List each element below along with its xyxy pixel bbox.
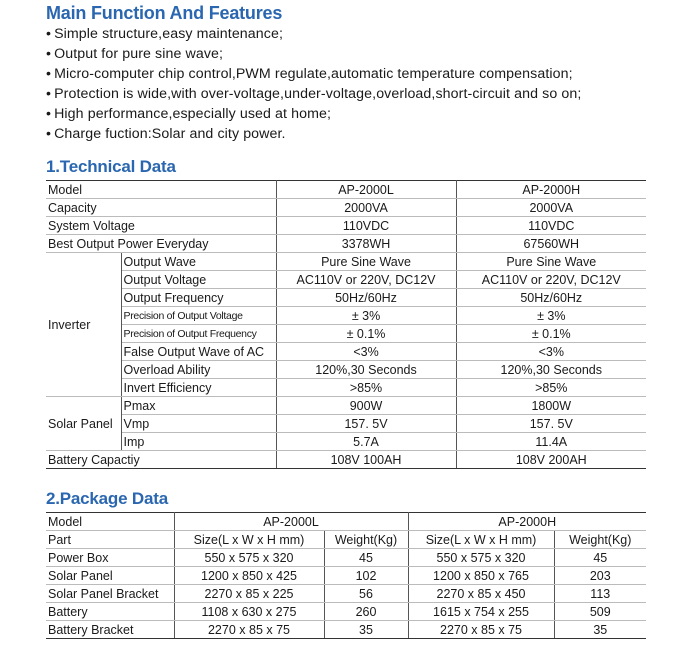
technical-data-table [46, 180, 646, 469]
table-row [46, 235, 646, 253]
cell-value: 900W [276, 397, 456, 415]
cell-value: AC110V or 220V, DC12V [456, 271, 646, 289]
cell-value: >85% [456, 379, 646, 397]
table-row [46, 603, 646, 621]
cell-value: ± 3% [456, 307, 646, 325]
part-label: Part [46, 531, 174, 549]
model-label: Model [46, 181, 276, 199]
cell-value: 35 [554, 621, 646, 639]
row-label: Pmax [121, 397, 276, 415]
cell-value: <3% [276, 343, 456, 361]
table-row [46, 181, 646, 199]
feature-item: • Micro-computer chip control,PWM regulate,automatic temperature compensation; [46, 64, 581, 84]
model-a: AP-2000L [276, 181, 456, 199]
table-row [46, 199, 646, 217]
cell-value: 108V 200AH [456, 451, 646, 469]
cell-value: 203 [554, 567, 646, 585]
part-name: Solar Panel [46, 567, 174, 585]
feature-list [46, 24, 581, 144]
cell-value: <3% [456, 343, 646, 361]
cell-value: ± 0.1% [456, 325, 646, 343]
cell-value: 45 [554, 549, 646, 567]
cell-value: 509 [554, 603, 646, 621]
cell-value: 1200 x 850 x 425 [174, 567, 324, 585]
cell-value: 5.7A [276, 433, 456, 451]
table-row [46, 451, 646, 469]
row-label: Capacity [46, 199, 276, 217]
cell-value: 2000VA [456, 199, 646, 217]
table-row [46, 621, 646, 639]
cell-value: 11.4A [456, 433, 646, 451]
cell-value: 113 [554, 585, 646, 603]
size-header: Size(L x W x H mm) [174, 531, 324, 549]
table-row [46, 379, 646, 397]
package-data-table [46, 512, 646, 639]
cell-value: 2270 x 85 x 75 [174, 621, 324, 639]
cell-value: Pure Sine Wave [456, 253, 646, 271]
table-row [46, 567, 646, 585]
table-row [46, 415, 646, 433]
cell-value: 2270 x 85 x 225 [174, 585, 324, 603]
cell-value: 260 [324, 603, 408, 621]
table-row [46, 585, 646, 603]
cell-value: AC110V or 220V, DC12V [276, 271, 456, 289]
cell-value: 2270 x 85 x 75 [408, 621, 554, 639]
package-data-heading: 2.Package Data [46, 489, 168, 508]
cell-value: 550 x 575 x 320 [408, 549, 554, 567]
cell-value: ± 0.1% [276, 325, 456, 343]
row-label: Imp [121, 433, 276, 451]
table-row [46, 217, 646, 235]
row-label: Precision of Output Voltage [121, 307, 276, 325]
table-row [46, 343, 646, 361]
cell-value: 108V 100AH [276, 451, 456, 469]
cell-value: 110VDC [456, 217, 646, 235]
model-b: AP-2000H [408, 513, 646, 531]
cell-value: 45 [324, 549, 408, 567]
feature-item: • Charge fuction:Solar and city power. [46, 124, 581, 144]
part-name: Power Box [46, 549, 174, 567]
table-row [46, 397, 646, 415]
cell-value: 1200 x 850 x 765 [408, 567, 554, 585]
cell-value: 2270 x 85 x 450 [408, 585, 554, 603]
inverter-group-label: Inverter [46, 253, 121, 397]
cell-value: ± 3% [276, 307, 456, 325]
cell-value: 1108 x 630 x 275 [174, 603, 324, 621]
size-header: Size(L x W x H mm) [408, 531, 554, 549]
table-row [46, 325, 646, 343]
table-row [46, 531, 646, 549]
cell-value: 56 [324, 585, 408, 603]
row-label: Best Output Power Everyday [46, 235, 276, 253]
cell-value: 120%,30 Seconds [276, 361, 456, 379]
part-name: Battery Bracket [46, 621, 174, 639]
cell-value: 120%,30 Seconds [456, 361, 646, 379]
part-name: Battery [46, 603, 174, 621]
cell-value: 1800W [456, 397, 646, 415]
feature-item: • Output for pure sine wave; [46, 44, 581, 64]
cell-value: 2000VA [276, 199, 456, 217]
cell-value: 157. 5V [276, 415, 456, 433]
row-label: Output Frequency [121, 289, 276, 307]
cell-value: 35 [324, 621, 408, 639]
row-label: System Voltage [46, 217, 276, 235]
row-label: Vmp [121, 415, 276, 433]
row-label: Precision of Output Frequency [121, 325, 276, 343]
cell-value: 102 [324, 567, 408, 585]
weight-header: Weight(Kg) [324, 531, 408, 549]
table-row [46, 271, 646, 289]
cell-value: 110VDC [276, 217, 456, 235]
solar-panel-group-label: Solar Panel [46, 397, 121, 451]
weight-header: Weight(Kg) [554, 531, 646, 549]
cell-value: 50Hz/60Hz [276, 289, 456, 307]
row-label: Battery Capactiy [46, 451, 276, 469]
table-row [46, 549, 646, 567]
feature-item: • Protection is wide,with over-voltage,under-voltage,overload,short-circuit and so on; [46, 84, 581, 104]
cell-value: 3378WH [276, 235, 456, 253]
model-a: AP-2000L [174, 513, 408, 531]
model-label: Model [46, 513, 174, 531]
row-label: False Output Wave of AC [121, 343, 276, 361]
part-name: Solar Panel Bracket [46, 585, 174, 603]
row-label: Output Wave [121, 253, 276, 271]
main-heading: Main Function And Features [46, 3, 283, 23]
cell-value: 157. 5V [456, 415, 646, 433]
model-b: AP-2000H [456, 181, 646, 199]
row-label: Overload Ability [121, 361, 276, 379]
row-label: Output Voltage [121, 271, 276, 289]
cell-value: 50Hz/60Hz [456, 289, 646, 307]
technical-data-heading: 1.Technical Data [46, 157, 176, 176]
cell-value: 550 x 575 x 320 [174, 549, 324, 567]
cell-value: >85% [276, 379, 456, 397]
row-label: Invert Efficiency [121, 379, 276, 397]
table-row [46, 513, 646, 531]
feature-item: • Simple structure,easy maintenance; [46, 24, 581, 44]
cell-value: 1615 x 754 x 255 [408, 603, 554, 621]
table-row [46, 253, 646, 271]
table-row [46, 433, 646, 451]
table-row [46, 289, 646, 307]
feature-item: • High performance,especially used at home; [46, 104, 581, 124]
table-row [46, 307, 646, 325]
cell-value: 67560WH [456, 235, 646, 253]
cell-value: Pure Sine Wave [276, 253, 456, 271]
table-row [46, 361, 646, 379]
